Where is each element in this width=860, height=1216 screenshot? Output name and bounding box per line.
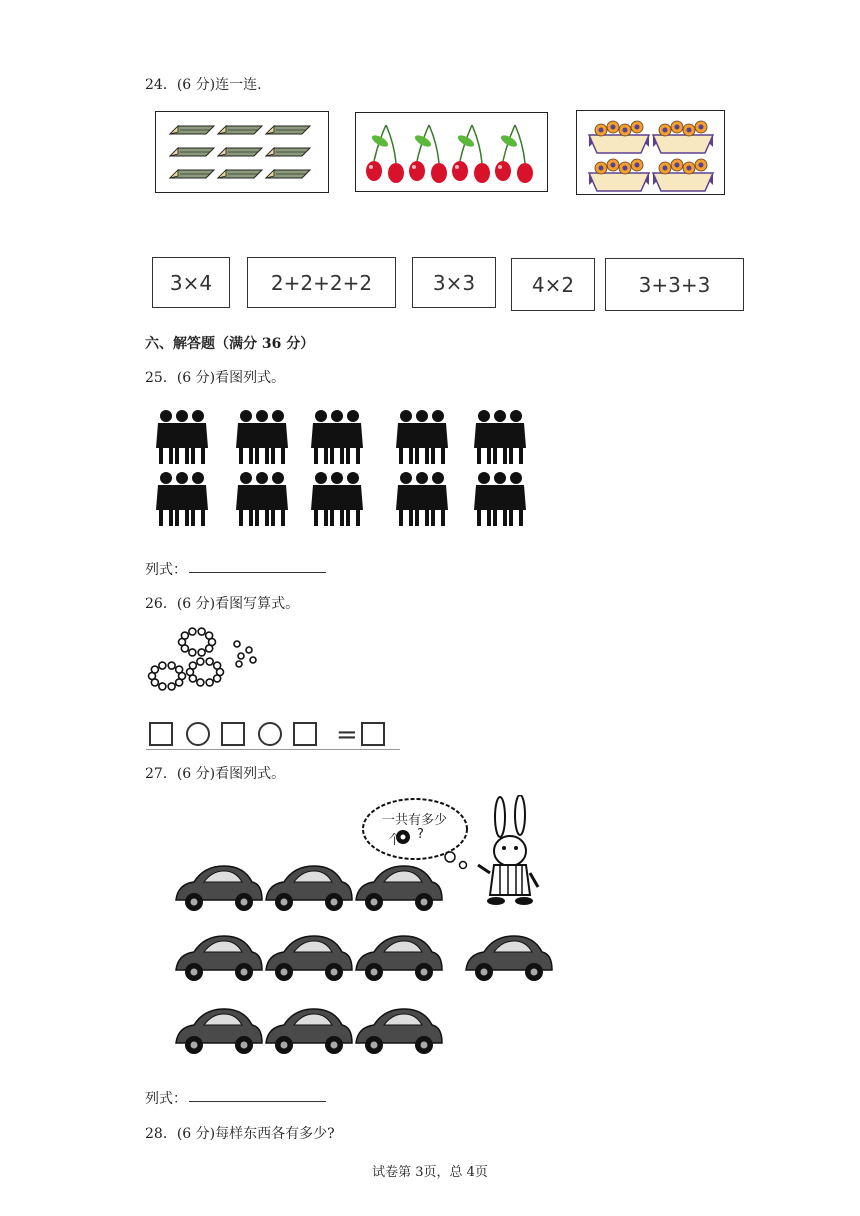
q24-title: 24．(6 分)连一连.	[145, 77, 262, 93]
page-footer: 试卷第 3页，总 4页	[372, 1165, 488, 1180]
car-icon	[176, 936, 262, 981]
car-icon	[356, 866, 442, 911]
equation-shapes	[146, 716, 400, 749]
q25-title: 25．(6 分)看图列式。	[145, 370, 286, 386]
q27-title: 27．(6 分)看图列式。	[145, 766, 286, 782]
cars-picture	[170, 862, 570, 1072]
car-icon	[266, 936, 352, 981]
expression-box-4[interactable]: 4×2	[511, 258, 595, 311]
bubble-text-line2: 个	[388, 833, 402, 848]
person-icon	[188, 410, 208, 464]
q28-title: 28．(6 分)每样东西各有多少?	[145, 1126, 335, 1142]
bubble-text-line1: 一共有多少	[382, 813, 448, 828]
expression-box-5[interactable]: 3+3+3	[605, 258, 744, 311]
pencil-icon-group	[156, 112, 328, 192]
car-icon	[356, 936, 442, 981]
cherry-pair-icon	[409, 125, 447, 183]
answer-square[interactable]	[362, 723, 384, 745]
person-icon	[506, 410, 526, 464]
person-icon	[268, 472, 288, 526]
pencil-icon	[218, 170, 262, 178]
q25-answer-label: 列式：	[145, 562, 187, 578]
equation-row	[146, 716, 400, 750]
pencil-icon	[266, 148, 310, 156]
person-icon	[428, 472, 448, 526]
q27-answer-label: 列式：	[145, 1091, 187, 1107]
flower-basket-icon	[653, 159, 713, 191]
loose-beads-icon	[234, 641, 256, 667]
flower-basket-icon	[653, 121, 713, 153]
bead-rings-picture	[145, 624, 265, 694]
cherry-icon-group	[356, 113, 547, 191]
q27-answer-line[interactable]	[189, 1087, 326, 1102]
car-icon	[176, 866, 262, 911]
expression-box-2[interactable]: 2+2+2+2	[247, 257, 396, 308]
bead-ring-icon	[149, 662, 186, 690]
person-icon	[343, 472, 363, 526]
pencil-icon	[170, 148, 214, 156]
pencil-icon	[170, 170, 214, 178]
car-icon	[266, 1009, 352, 1054]
pencil-icon	[218, 126, 262, 134]
flower-basket-icon	[589, 121, 649, 153]
q25-answer-line[interactable]	[189, 558, 326, 573]
person-icon	[188, 472, 208, 526]
car-icon	[266, 866, 352, 911]
cherry-pair-icon	[495, 125, 533, 183]
flower-basket-icon-group	[577, 111, 724, 194]
answer-square[interactable]	[294, 723, 316, 745]
bead-ring-icon	[187, 658, 224, 686]
person-icon	[428, 410, 448, 464]
q26-title: 26．(6 分)看图写算式。	[145, 596, 300, 612]
expression-box-1[interactable]: 3×4	[152, 257, 230, 308]
car-icon	[356, 1009, 442, 1054]
cherry-pair-icon	[366, 125, 404, 183]
section-heading: 六、解答题（满分 36 分）	[145, 336, 315, 352]
pencil-icon	[266, 126, 310, 134]
flower-basket-icon	[589, 159, 649, 191]
pencil-icon	[170, 126, 214, 134]
operator-circle[interactable]	[187, 723, 209, 745]
people-groups-picture	[150, 404, 540, 534]
car-icon	[466, 936, 552, 981]
person-icon	[506, 472, 526, 526]
answer-square[interactable]	[222, 723, 244, 745]
operator-circle[interactable]	[259, 723, 281, 745]
car-icon	[176, 1009, 262, 1054]
person-icon	[268, 410, 288, 464]
pencils-picture	[155, 111, 329, 193]
flower-baskets-picture	[576, 110, 725, 195]
person-icon	[343, 410, 363, 464]
cherries-picture	[355, 112, 548, 192]
bubble-text-end: ?	[417, 827, 424, 842]
pencil-icon	[218, 148, 262, 156]
answer-square[interactable]	[150, 723, 172, 745]
bead-ring-icon	[179, 628, 216, 656]
pencil-icon	[266, 170, 310, 178]
equals-sign: =	[336, 720, 358, 749]
expression-box-3[interactable]: 3×3	[412, 257, 496, 308]
cherry-pair-icon	[452, 125, 490, 183]
